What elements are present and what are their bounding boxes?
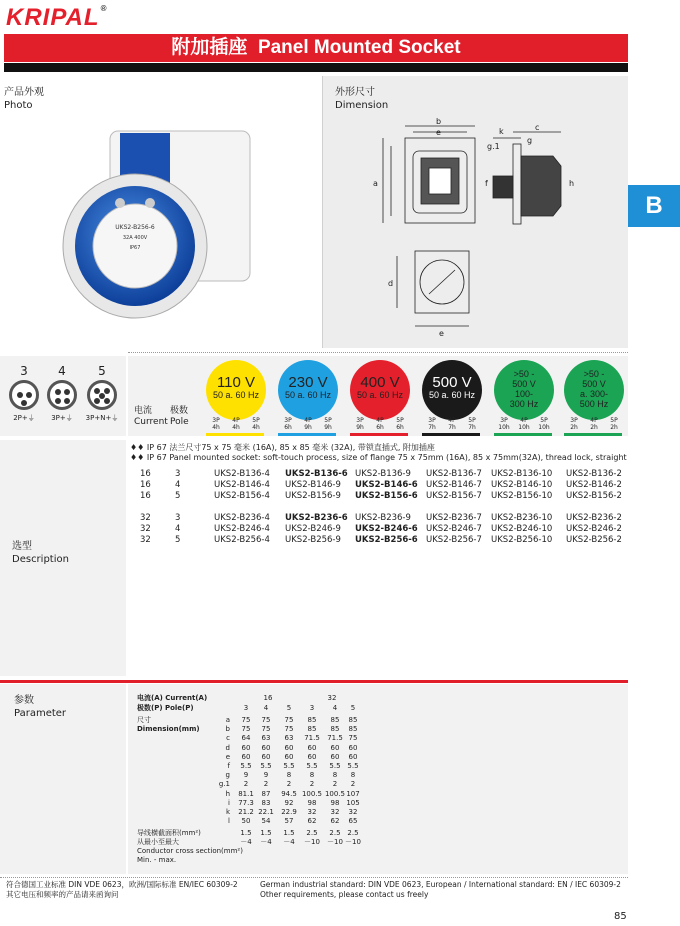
dim-key: e: [225, 752, 230, 761]
pin-5: 5 3P+N+⏚: [85, 364, 119, 422]
model-code: UKS2-B156-4: [214, 491, 270, 501]
pole-value: 4: [175, 524, 181, 534]
pole: 5P: [540, 417, 548, 424]
cross-min: 2.5: [306, 829, 318, 837]
pole-value: 5: [175, 491, 181, 501]
model-code: UKS2-B256-4: [214, 535, 270, 545]
model-code: UKS2-B246-9: [285, 524, 341, 534]
pin-configurations: [0, 356, 126, 436]
dim-value: 87: [261, 789, 271, 798]
frequency: 50 a. 60 Hz: [428, 390, 476, 400]
hour: 9h: [324, 424, 332, 431]
dim-value: 63: [261, 734, 271, 743]
model-code: UKS2-B146-7: [426, 480, 482, 490]
dim-value: 2: [263, 780, 269, 789]
dim-value: 71.5: [304, 734, 320, 743]
parameter-label: 参数 Parameter: [14, 695, 67, 719]
dim-value: 62: [330, 817, 340, 826]
dim-key: b: [225, 725, 230, 734]
pole-hour-label: [584, 417, 604, 431]
product-label-ip: IP67: [129, 245, 141, 251]
dim-key: l: [228, 817, 230, 826]
cross-max: －10: [304, 838, 320, 846]
pole-hour-label: [318, 417, 338, 431]
model-code: UKS2-B256-10: [491, 535, 553, 545]
dim-letter-h: h: [569, 179, 575, 188]
model-code: UKS2-B136-9: [355, 469, 411, 479]
parameter-table: [128, 684, 628, 874]
voltage-value: 110 V: [216, 374, 256, 391]
current-header: 电流(A) Current(A): [137, 694, 208, 702]
model-code: UKS2-B256-6: [355, 535, 418, 545]
pole-value: 5: [175, 535, 181, 545]
voltage-circle-4: [494, 360, 554, 420]
color-strip-3: [422, 433, 480, 436]
dimension-drawing: [363, 116, 623, 346]
model-code: UKS2-B136-4: [214, 469, 270, 479]
pole-hour-label: [246, 417, 266, 431]
dim-value: 75: [241, 716, 251, 724]
hour: 4h: [232, 424, 240, 431]
hour: 7h: [448, 424, 456, 431]
voltage-value-3: 100-: [514, 389, 533, 399]
dim-value: 75: [284, 716, 294, 724]
dim-value: 75: [241, 725, 251, 734]
frequency: 50 a. 60 Hz: [356, 390, 404, 400]
pole: 5P: [468, 417, 476, 424]
pole: 5P: [396, 417, 404, 424]
dim-value: 63: [284, 734, 294, 743]
hour: 2h: [570, 424, 578, 431]
model-code: UKS2-B246-4: [214, 524, 270, 534]
pole-value: 4: [175, 480, 181, 490]
voltage-value: 400 V: [360, 374, 400, 391]
hour: 4h: [212, 424, 220, 431]
dim-value: 85: [348, 725, 358, 734]
dim-value: 9: [263, 771, 269, 780]
note-en: ♦♦ IP 67 Panel mounted socket: soft-touch process, size of flange 75 x 75mm (16A), 85 x 75mm(32A), thread lock, straight: [130, 453, 627, 462]
pole: 3P: [500, 417, 508, 424]
dim-letter-a: a: [373, 179, 378, 188]
model-code: UKS2-B156-7: [426, 491, 482, 501]
dim-value: 85: [348, 716, 358, 724]
pole: 3P: [356, 417, 364, 424]
product-label-model: UKS2-B256-6: [115, 224, 155, 231]
pole-hour-label: [370, 417, 390, 431]
dim-value: 9: [243, 771, 249, 780]
dim-value: 2: [332, 780, 338, 789]
dim-value: 100.5: [324, 789, 346, 798]
title-underline: [4, 63, 628, 72]
model-code: UKS2-B146-9: [285, 480, 341, 490]
model-code: UKS2-B146-4: [214, 480, 270, 490]
dim-letter-e2: e: [439, 329, 444, 338]
dim-letter-g1: g.1: [487, 142, 500, 151]
pin-3: 3 2P+⏚: [6, 364, 42, 423]
dim-value: 5.5: [260, 762, 272, 770]
current-16: 16: [263, 694, 273, 702]
dim-value: 92: [284, 798, 294, 807]
frequency: 50 a. 60 Hz: [212, 390, 260, 400]
model-code: UKS2-B136-10: [491, 469, 553, 479]
dim-key: i: [228, 798, 230, 807]
pole-hour-label: [422, 417, 442, 431]
model-code: UKS2-B246-2: [566, 524, 622, 534]
dimension-label: 外形尺寸 Dimension: [335, 87, 389, 111]
product-label-rating: 32A 400V: [122, 235, 148, 241]
pole-col: 5: [350, 704, 356, 712]
pole-col: 4: [263, 704, 269, 712]
dim-value: 75: [261, 725, 271, 734]
dim-letter-e: e: [436, 128, 441, 137]
dim-value: 107: [346, 789, 360, 798]
dim-value: 71.5: [327, 734, 343, 743]
dim-key: g: [225, 771, 230, 780]
voltage-value: >50 -: [513, 369, 535, 379]
pole-hour-label: [390, 417, 410, 431]
model-code: UKS2-B156-2: [566, 491, 622, 501]
frequency: 300 Hz: [509, 399, 539, 409]
dim-value: 21.2: [238, 808, 254, 816]
pole-hour-label: [442, 417, 462, 431]
current-header: 电流 Current: [134, 406, 168, 427]
pole-col: 5: [286, 704, 292, 712]
dim-label-cn: 尺寸: [137, 716, 151, 724]
dim-value: 60: [330, 752, 340, 761]
dim-value: 83: [261, 798, 271, 807]
dim-value: 22.1: [258, 808, 274, 816]
dim-value: 75: [284, 725, 294, 734]
cross-minmax-en: Min. - max.: [137, 856, 177, 864]
current-value: 16: [140, 491, 151, 501]
dim-value: 85: [330, 725, 340, 734]
pole: 5P: [252, 417, 260, 424]
dim-value: 2: [286, 780, 292, 789]
color-strip-0: [206, 433, 264, 436]
pole: 3P: [212, 417, 220, 424]
pole-col: 3: [309, 704, 315, 712]
dim-value: 32: [307, 808, 317, 816]
dim-letter-f: f: [485, 179, 488, 188]
model-code: UKS2-B246-10: [491, 524, 553, 534]
dim-key: h: [225, 789, 230, 798]
dim-value: 62: [307, 817, 317, 826]
hour: 7h: [468, 424, 476, 431]
hour: 10h: [498, 424, 510, 431]
dim-value: 5.5: [347, 762, 359, 770]
footer-divider: [0, 877, 628, 878]
pole-col: 4: [332, 704, 338, 712]
dim-key: k: [225, 808, 230, 816]
dim-value: 60: [284, 752, 294, 761]
voltage-circle-1: [278, 360, 338, 420]
dim-value: 60: [330, 743, 340, 752]
current-value: 16: [140, 469, 151, 479]
dim-value: 8: [309, 771, 315, 780]
voltage-circle-5: [564, 360, 624, 420]
dim-value: 100.5: [301, 789, 323, 798]
model-code: UKS2-B146-2: [566, 480, 622, 490]
dim-value: 60: [241, 743, 251, 752]
model-code: UKS2-B256-9: [285, 535, 341, 545]
pole-col: 3: [243, 704, 249, 712]
hour: 9h: [304, 424, 312, 431]
dim-key: g.1: [218, 780, 230, 789]
cross-min: 1.5: [240, 829, 252, 837]
footer-en: German industrial standard: DIN VDE 0623, European / International standard: EN / IEC 60309-2 Other requirements, please contact us freely: [260, 880, 621, 899]
model-code: UKS2-B236-10: [491, 513, 553, 523]
description-label-area: [0, 440, 126, 676]
model-code: UKS2-B236-7: [426, 513, 482, 523]
pole-header: 极数 Pole: [170, 406, 189, 427]
pole-hour-label: [534, 417, 554, 431]
dim-value: 5.5: [240, 762, 252, 770]
model-code: UKS2-B136-6: [285, 469, 348, 479]
dim-value: 8: [286, 771, 292, 780]
title-cn: 附加插座: [171, 37, 248, 58]
model-code: UKS2-B236-2: [566, 513, 622, 523]
dim-value: 5.5: [306, 762, 318, 770]
pole-hour-label: [298, 417, 318, 431]
dim-value: 65: [348, 817, 358, 826]
cross-max: －10: [345, 838, 361, 846]
hour: 6h: [376, 424, 384, 431]
pole-hour-label: [494, 417, 514, 431]
pole: 4P: [304, 417, 312, 424]
divider: [128, 352, 628, 354]
socket-5-pin-icon: [87, 380, 117, 410]
brand-logo: KRIPAL®: [6, 4, 108, 31]
hour: 10h: [538, 424, 550, 431]
voltage-circle-3: [422, 360, 482, 420]
cross-min: 2.5: [329, 829, 341, 837]
dim-value: 22.9: [281, 808, 297, 816]
pole-hour-label: [278, 417, 298, 431]
model-code: UKS2-B146-6: [355, 480, 418, 490]
dim-key: f: [227, 762, 230, 770]
voltage-value: >50 -: [583, 369, 605, 379]
dim-value: 85: [307, 716, 317, 724]
dim-value: 64: [241, 734, 251, 743]
pole-value: 3: [175, 469, 181, 479]
dim-key: c: [226, 734, 230, 743]
hour: 6h: [396, 424, 404, 431]
current-value: 16: [140, 480, 151, 490]
dim-key: d: [225, 743, 230, 752]
socket-3-pin-icon: [9, 380, 39, 410]
voltage-value: 500 V: [432, 374, 472, 391]
dim-value: 60: [241, 752, 251, 761]
model-code: UKS2-B256-7: [426, 535, 482, 545]
pole: 4P: [232, 417, 240, 424]
voltage-circle-0: [206, 360, 266, 420]
dim-value: 5.5: [283, 762, 295, 770]
dim-value: 50: [241, 817, 251, 826]
model-code: UKS2-B136-2: [566, 469, 622, 479]
dim-letter-k: k: [499, 127, 504, 136]
cross-max: －10: [327, 838, 343, 846]
pole-hour-label: [226, 417, 246, 431]
photo-label: 产品外观 Photo: [4, 87, 44, 111]
color-strip-4: [494, 433, 552, 436]
dim-value: 32: [330, 808, 340, 816]
model-code: UKS2-B246-6: [355, 524, 418, 534]
pole: 5P: [610, 417, 618, 424]
cross-min: 1.5: [283, 829, 295, 837]
pole: 5P: [324, 417, 332, 424]
pole: 3P: [428, 417, 436, 424]
model-code: UKS2-B136-7: [426, 469, 482, 479]
model-code: UKS2-B236-6: [285, 513, 348, 523]
current-value: 32: [140, 513, 151, 523]
voltage-value-3: a. 300-: [579, 389, 609, 399]
model-code: UKS2-B256-2: [566, 535, 622, 545]
dim-value: 32: [348, 808, 358, 816]
dim-value: 85: [307, 725, 317, 734]
hour: 6h: [284, 424, 292, 431]
dim-value: 60: [348, 743, 358, 752]
section-tab-b[interactable]: B: [628, 185, 680, 227]
dim-value: 60: [348, 752, 358, 761]
current-32: 32: [327, 694, 337, 702]
dim-value: 5.5: [329, 762, 341, 770]
cross-max: －4: [283, 838, 295, 846]
dim-label-en: Dimension(mm): [137, 725, 200, 733]
pole: 4P: [376, 417, 384, 424]
pole: 3P: [284, 417, 292, 424]
dimension-panel: [322, 76, 628, 348]
dim-letter-b: b: [436, 117, 442, 126]
voltage-value: 230 V: [288, 374, 328, 391]
hour: 9h: [356, 424, 364, 431]
model-code: UKS2-B156-10: [491, 491, 553, 501]
dim-value: 75: [261, 716, 271, 724]
dim-value: 8: [350, 771, 356, 780]
pole-hour-label: [206, 417, 226, 431]
cross-max: －4: [240, 838, 252, 846]
model-code: UKS2-B146-10: [491, 480, 553, 490]
hour: 7h: [428, 424, 436, 431]
dim-value: 54: [261, 817, 271, 826]
pole-hour-label: [350, 417, 370, 431]
pole: 4P: [590, 417, 598, 424]
dim-letter-c: c: [535, 123, 540, 132]
note-cn: ♦♦ IP 67 法兰尺寸75 x 75 毫米 (16A), 85 x 85 毫米 (32A), 带锁直插式, 附加插座: [130, 443, 435, 452]
cross-cn: 导线横截面积(mm²): [137, 829, 201, 837]
dim-value: 60: [307, 752, 317, 761]
pole-hour-label: [462, 417, 482, 431]
voltage-circle-2: [350, 360, 410, 420]
dim-letter-g: g: [527, 136, 533, 145]
dim-value: 75: [348, 734, 358, 743]
dim-value: 60: [261, 743, 271, 752]
dim-value: 60: [261, 752, 271, 761]
dim-value: 85: [330, 716, 340, 724]
model-code: UKS2-B246-7: [426, 524, 482, 534]
pole: 3P: [570, 417, 578, 424]
hour: 10h: [518, 424, 530, 431]
pole: 4P: [520, 417, 528, 424]
cross-max: －4: [260, 838, 272, 846]
socket-4-pin-icon: [47, 380, 77, 410]
model-code: UKS2-B156-6: [355, 491, 418, 501]
dim-value: 98: [307, 798, 317, 807]
voltage-value-2: 500 V: [512, 379, 536, 389]
voltage-area: [128, 356, 628, 436]
dim-value: 60: [307, 743, 317, 752]
parameter-label-area: [0, 684, 126, 874]
page-title: [4, 34, 628, 62]
dim-value: 77.3: [238, 798, 254, 807]
hour: 2h: [610, 424, 618, 431]
hour: 4h: [252, 424, 260, 431]
hour: 2h: [590, 424, 598, 431]
dim-letter-d: d: [388, 279, 394, 288]
product-photo: [60, 121, 260, 341]
pole-hour-label: [564, 417, 584, 431]
color-strip-5: [564, 433, 622, 436]
dim-value: 98: [330, 798, 340, 807]
model-code: UKS2-B236-4: [214, 513, 270, 523]
dim-value: 57: [284, 817, 294, 826]
current-value: 32: [140, 524, 151, 534]
pole-hour-label: [514, 417, 534, 431]
frequency: 500 Hz: [579, 399, 609, 409]
cross-min: 2.5: [347, 829, 359, 837]
color-strip-1: [278, 433, 336, 436]
dim-value: 2: [350, 780, 356, 789]
dim-value: 105: [346, 798, 360, 807]
description-label: 选型 Description: [12, 541, 69, 565]
pole-hour-label: [604, 417, 624, 431]
title-en: Panel Mounted Socket: [257, 37, 461, 58]
pole-value: 3: [175, 513, 181, 523]
dim-value: 2: [309, 780, 315, 789]
pin-4: 4 3P+⏚: [44, 364, 80, 423]
pole: 4P: [448, 417, 456, 424]
dim-value: 94.5: [281, 789, 297, 798]
footer-cn: 符合德国工业标准 DIN VDE 0623，欧洲/国际标准 EN/IEC 60309-2 其它电压和频率的产品请来函询问: [6, 880, 238, 899]
color-strip-2: [350, 433, 408, 436]
pole-header: 极数(P) Pole(P): [137, 704, 194, 712]
model-code: UKS2-B156-9: [285, 491, 341, 501]
parameter-divider: [0, 680, 628, 683]
voltage-value-2: 500 V: [582, 379, 606, 389]
dim-key: a: [225, 716, 230, 724]
page-number: 85: [614, 911, 627, 922]
frequency: 50 a. 60 Hz: [284, 390, 332, 400]
current-value: 32: [140, 535, 151, 545]
photo-panel: [0, 76, 320, 348]
dim-value: 8: [332, 771, 338, 780]
cross-minmax-cn: 从最小至最大: [137, 838, 179, 846]
cross-en: Conductor cross section(mm²): [137, 847, 243, 855]
dim-value: 2: [243, 780, 249, 789]
cross-min: 1.5: [260, 829, 272, 837]
model-code: UKS2-B236-9: [355, 513, 411, 523]
dim-value: 81.1: [238, 789, 254, 798]
dim-value: 60: [284, 743, 294, 752]
